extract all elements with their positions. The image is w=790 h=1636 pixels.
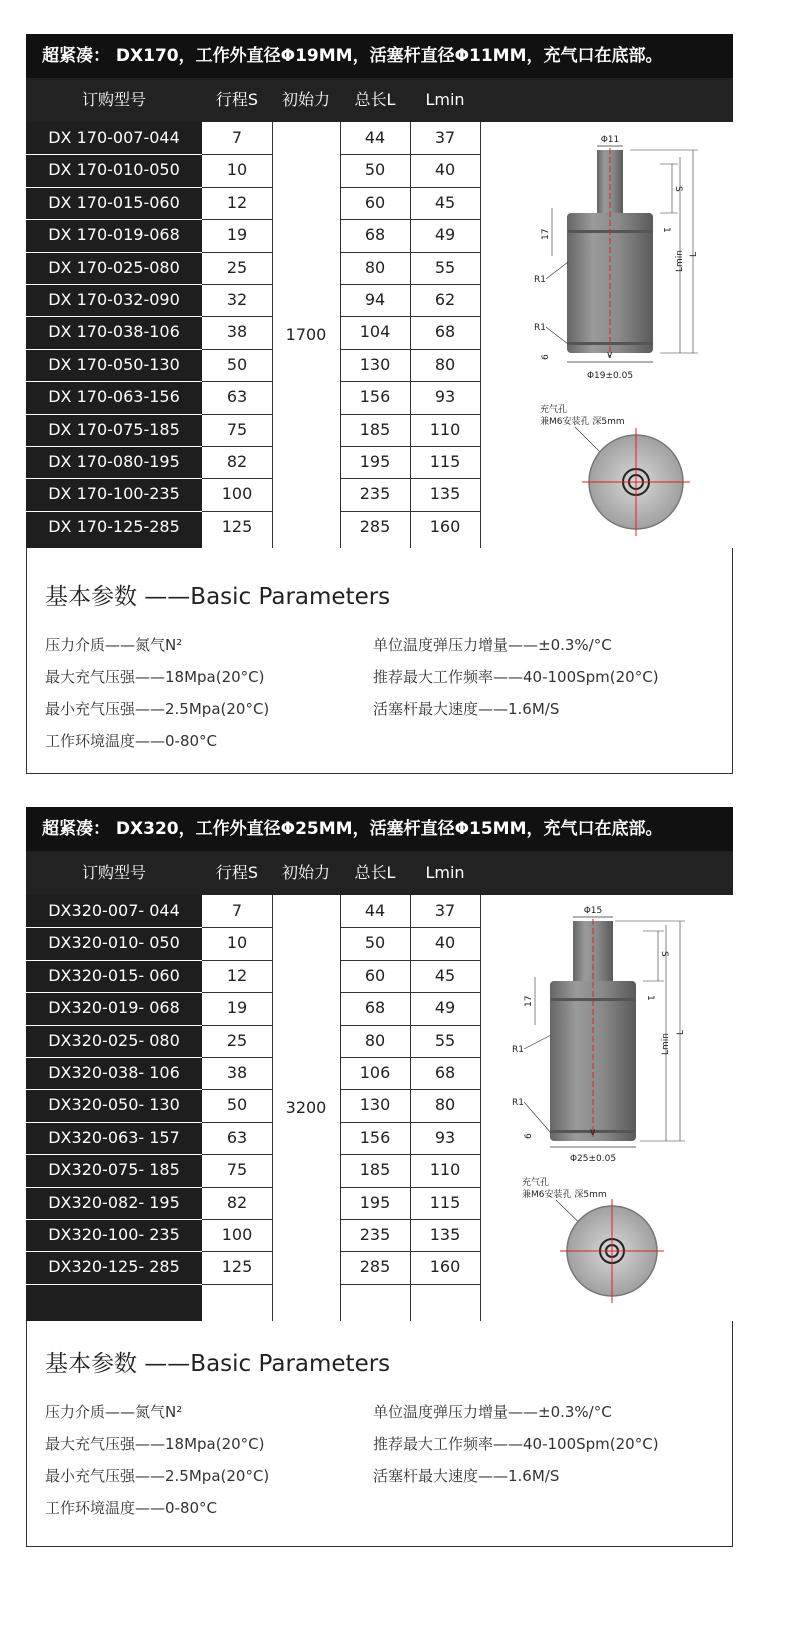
model-cell: DX320-075- 185: [48, 1160, 180, 1179]
column-divider: [272, 122, 273, 548]
column-divider: [272, 895, 273, 1321]
param-min-pressure: 最小充气压强——2.5Mpa(20°C): [45, 700, 270, 718]
rod-diameter-label: Φ15: [583, 906, 603, 916]
section-title: 超紧凑： DX320，工作外直径Φ25MM，活塞杆直径Φ15MM，充气口在底部。: [26, 807, 733, 851]
length-label: L: [689, 251, 699, 257]
stroke-cell: 10: [226, 933, 248, 952]
stroke-cell: 75: [226, 420, 248, 439]
stroke-cell: 25: [226, 258, 248, 277]
stroke-cell: 82: [226, 1193, 248, 1212]
lmin-cell: 37: [434, 128, 456, 147]
lmin-label: Lmin: [661, 1033, 671, 1055]
model-cell: DX320-038- 106: [48, 1063, 180, 1082]
bottom-height-label: 6: [541, 354, 551, 360]
header-length: 总长L: [354, 863, 396, 882]
length-cell: 235: [359, 484, 391, 503]
length-cell: 68: [364, 225, 386, 244]
lmin-cell: 80: [434, 1095, 456, 1114]
gap-label: 1: [661, 227, 671, 233]
spec-table: [26, 122, 733, 548]
model-cell: DX320-063- 157: [48, 1128, 180, 1147]
stroke-cell: 100: [221, 484, 253, 503]
model-cell: DX320-025- 080: [48, 1031, 180, 1050]
length-cell: 50: [364, 160, 386, 179]
length-cell: 156: [359, 387, 391, 406]
stroke-cell: 7: [231, 128, 243, 147]
stroke-cell: 19: [226, 225, 248, 244]
header-stroke: 行程S: [215, 863, 259, 882]
model-cell: DX 170-063-156: [48, 387, 180, 406]
model-cell: DX 170-100-235: [48, 484, 180, 503]
section-title: 超紧凑： DX170，工作外直径Φ19MM，活塞杆直径Φ11MM，充气口在底部。: [26, 34, 733, 78]
stroke-cell: 19: [226, 998, 248, 1017]
param-max-pressure: 最大充气压强——18Mpa(20°C): [45, 668, 265, 686]
lmin-cell: 80: [434, 355, 456, 374]
stroke-cell: 82: [226, 452, 248, 471]
param-temp-increment: 单位温度弹压力增量——±0.3%/°C: [373, 636, 612, 654]
length-cell: 60: [364, 966, 386, 985]
stroke-cell: 32: [226, 290, 248, 309]
stroke-cell: 10: [226, 160, 248, 179]
stroke-cell: 63: [226, 1128, 248, 1147]
model-cell: DX320-019- 068: [48, 998, 180, 1017]
bottom-height-label: 6: [524, 1133, 534, 1139]
lmin-cell: 62: [434, 290, 456, 309]
fillet-label-top: R1: [512, 1045, 524, 1055]
fillet-label-bottom: R1: [534, 323, 546, 333]
params-title: 基本参数 ——Basic Parameters: [45, 1351, 391, 1377]
lmin-cell: 45: [434, 193, 456, 212]
model-cell: DX 170-007-044: [48, 128, 180, 147]
stroke-cell: 12: [226, 966, 248, 985]
length-cell: 195: [359, 1193, 391, 1212]
lmin-cell: 55: [434, 1031, 456, 1050]
row-divider: [202, 1284, 272, 1285]
column-divider: [480, 122, 481, 548]
model-cell: DX 170-125-285: [48, 517, 180, 536]
lmin-cell: 110: [429, 1160, 461, 1179]
header-lmin: Lmin: [425, 90, 465, 109]
lmin-cell: 115: [429, 1193, 461, 1212]
lmin-cell: 37: [434, 901, 456, 920]
param-max-pressure: 最大充气压强——18Mpa(20°C): [45, 1435, 265, 1453]
stroke-cell: 50: [226, 355, 248, 374]
param-temp-increment: 单位温度弹压力增量——±0.3%/°C: [373, 1403, 612, 1421]
basic-parameters: [26, 548, 733, 774]
length-cell: 80: [364, 1031, 386, 1050]
stroke-cell: 12: [226, 193, 248, 212]
rod-diameter-label: Φ11: [600, 135, 620, 145]
param-frequency: 推荐最大工作频率——40-100Spm(20°C): [373, 1435, 659, 1453]
fillet-label-bottom: R1: [512, 1098, 524, 1108]
stroke-cell: 100: [221, 1225, 253, 1244]
length-cell: 94: [364, 290, 386, 309]
header-model: 订购型号: [81, 863, 146, 882]
model-cell: DX 170-015-060: [48, 193, 180, 212]
body-diameter-label: Φ19±0.05: [586, 371, 634, 381]
stroke-cell: 38: [226, 322, 248, 341]
lmin-cell: 40: [434, 160, 456, 179]
header-force: 初始力: [281, 863, 330, 882]
params-title: 基本参数 ——Basic Parameters: [45, 584, 391, 610]
port-note-detail: 兼M6安装孔 深5mm: [522, 1190, 607, 1200]
lmin-cell: 93: [434, 387, 456, 406]
port-note: 充气孔: [540, 405, 568, 415]
lmin-cell: 40: [434, 933, 456, 952]
model-cell: DX 170-075-185: [48, 420, 180, 439]
lmin-label: Lmin: [675, 250, 685, 272]
spec-table: [26, 895, 733, 1321]
initial-force-value: 1700: [285, 325, 327, 344]
length-cell: 285: [359, 1257, 391, 1276]
length-cell: 195: [359, 452, 391, 471]
length-cell: 185: [359, 420, 391, 439]
cylinder-drawing: [480, 122, 733, 548]
lmin-cell: 160: [429, 1257, 461, 1276]
header-model: 订购型号: [81, 90, 146, 109]
length-cell: 106: [359, 1063, 391, 1082]
lmin-cell: 135: [429, 1225, 461, 1244]
param-medium: 压力介质——氮气N²: [45, 636, 183, 654]
length-cell: 80: [364, 258, 386, 277]
length-cell: 235: [359, 1225, 391, 1244]
stroke-label: S: [659, 951, 669, 957]
length-label: L: [676, 1029, 686, 1035]
top-height-label: 17: [541, 228, 551, 240]
stroke-cell: 75: [226, 1160, 248, 1179]
table-header: [26, 851, 733, 895]
model-cell: DX 170-032-090: [48, 290, 180, 309]
model-cell: DX 170-025-080: [48, 258, 180, 277]
model-cell: DX 170-019-068: [48, 225, 180, 244]
model-cell: DX 170-080-195: [48, 452, 180, 471]
cylinder-drawing: [480, 895, 733, 1321]
model-cell: DX 170-010-050: [48, 160, 180, 179]
stroke-cell: 38: [226, 1063, 248, 1082]
svg-text:∨: ∨: [606, 350, 614, 361]
model-cell: DX320-082- 195: [48, 1193, 180, 1212]
lmin-cell: 68: [434, 1063, 456, 1082]
model-cell: DX 170-038-106: [48, 322, 180, 341]
length-cell: 104: [359, 322, 391, 341]
length-cell: 44: [364, 128, 386, 147]
stroke-label: S: [673, 186, 683, 192]
column-divider: [480, 895, 481, 1321]
header-length: 总长L: [354, 90, 396, 109]
length-cell: 185: [359, 1160, 391, 1179]
product-section-dx320: [26, 807, 733, 1547]
param-min-pressure: 最小充气压强——2.5Mpa(20°C): [45, 1467, 270, 1485]
model-cell: DX 170-050-130: [48, 355, 180, 374]
stroke-cell: 25: [226, 1031, 248, 1050]
length-cell: 156: [359, 1128, 391, 1147]
lmin-cell: 110: [429, 420, 461, 439]
model-cell: DX320-125- 285: [48, 1257, 180, 1276]
lmin-cell: 93: [434, 1128, 456, 1147]
gap-label: 1: [645, 995, 655, 1001]
param-max-speed: 活塞杆最大速度——1.6M/S: [373, 700, 560, 718]
stroke-cell: 7: [231, 901, 243, 920]
stroke-cell: 50: [226, 1095, 248, 1114]
initial-force-value: 3200: [285, 1098, 327, 1117]
body-diameter-label: Φ25±0.05: [569, 1154, 617, 1164]
port-note-detail: 兼M6安装孔 深5mm: [540, 417, 625, 427]
length-cell: 130: [359, 1095, 391, 1114]
basic-parameters: [26, 1321, 733, 1547]
top-height-label: 17: [524, 995, 534, 1007]
param-medium: 压力介质——氮气N²: [45, 1403, 183, 1421]
lmin-cell: 68: [434, 322, 456, 341]
stroke-cell: 125: [221, 517, 253, 536]
header-lmin: Lmin: [425, 863, 465, 882]
lmin-cell: 45: [434, 966, 456, 985]
model-cell: DX320-010- 050: [48, 933, 180, 952]
param-frequency: 推荐最大工作频率——40-100Spm(20°C): [373, 668, 659, 686]
length-cell: 50: [364, 933, 386, 952]
model-cell: DX320-100- 235: [48, 1225, 180, 1244]
lmin-cell: 135: [429, 484, 461, 503]
table-header: [26, 78, 733, 122]
header-force: 初始力: [281, 90, 330, 109]
model-cell: DX320-050- 130: [48, 1095, 180, 1114]
length-cell: 44: [364, 901, 386, 920]
lmin-cell: 49: [434, 225, 456, 244]
product-section-dx170: [26, 34, 733, 774]
length-cell: 60: [364, 193, 386, 212]
fillet-label-top: R1: [534, 275, 546, 285]
lmin-cell: 115: [429, 452, 461, 471]
param-max-speed: 活塞杆最大速度——1.6M/S: [373, 1467, 560, 1485]
stroke-cell: 63: [226, 387, 248, 406]
stroke-cell: 125: [221, 1257, 253, 1276]
model-row-divider: [26, 1284, 202, 1285]
lmin-cell: 55: [434, 258, 456, 277]
param-temp-range: 工作环境温度——0-80°C: [45, 732, 218, 750]
length-cell: 68: [364, 998, 386, 1017]
header-stroke: 行程S: [215, 90, 259, 109]
port-note: 充气孔: [522, 1178, 550, 1188]
lmin-cell: 160: [429, 517, 461, 536]
length-cell: 285: [359, 517, 391, 536]
model-cell: DX320-007- 044: [48, 901, 180, 920]
length-cell: 130: [359, 355, 391, 374]
model-cell: DX320-015- 060: [48, 966, 180, 985]
lmin-cell: 49: [434, 998, 456, 1017]
svg-text:∨: ∨: [589, 1127, 597, 1138]
param-temp-range: 工作环境温度——0-80°C: [45, 1499, 218, 1517]
